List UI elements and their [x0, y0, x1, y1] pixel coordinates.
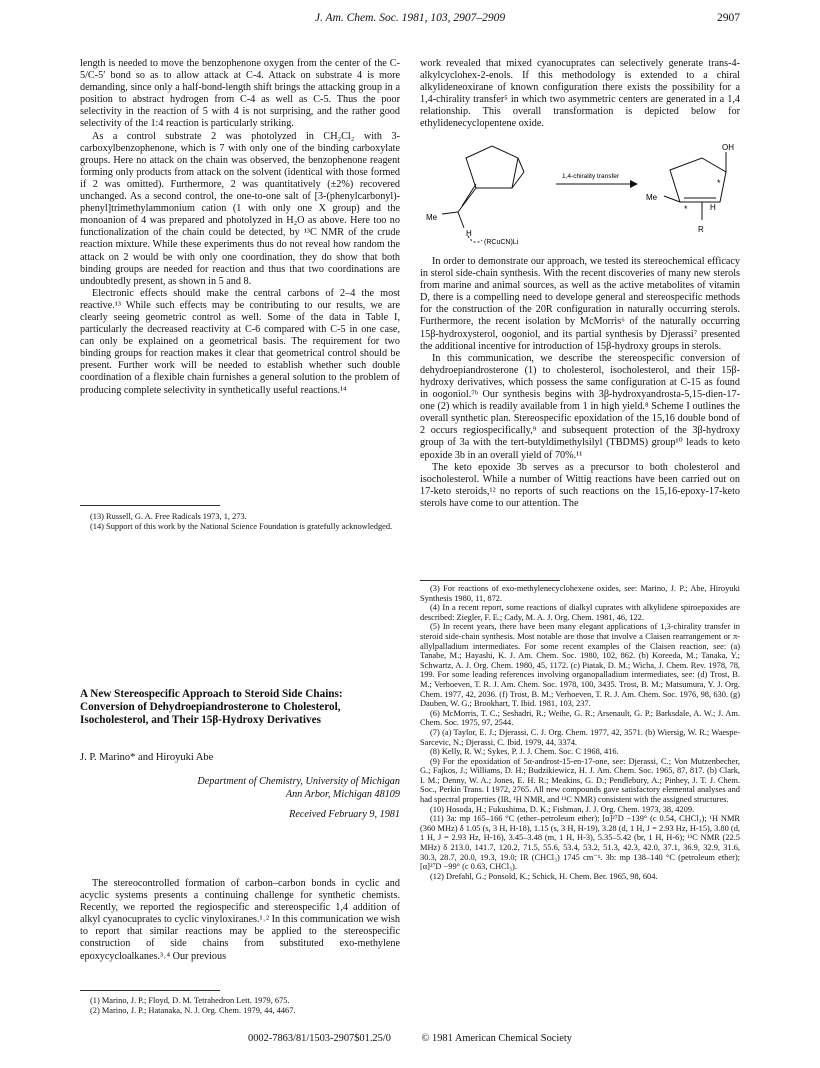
- affiliation: [80, 776, 400, 822]
- page-footer: [80, 1033, 740, 1044]
- r-label: R: [698, 225, 704, 234]
- footnote: (3) For reactions of exo-methylenecyclohexene oxides, see: Marino, J. P.; Abe, Hiroyuki Synthesis 1980, 11, 872.: [420, 584, 740, 603]
- right-column-text: [420, 256, 740, 510]
- article-footnotes: [80, 996, 400, 1015]
- oh-label: OH: [722, 143, 734, 152]
- journal-citation: J. Am. Chem. Soc. 1981, 103, 2907–2909: [314, 12, 506, 24]
- h-left-label: H: [466, 229, 472, 238]
- arrow-head: [630, 180, 638, 188]
- paragraph: Electronic effects should make the central carbons of 2–4 the most reactive.¹³ While such effects may be contributing to our results, we are clearly seeing geometric control as well. Some of the data in Table I, particularly the decreased reactivity at C-6 compared with C-5 in one case, can only be explained on a geometrical basis. The requirement for two binding groups for reaction makes it clear that geometrical control should be present. Further work will be needed to establish whether such double coordination of a flexible chain furnishes a general solution to the problem of producing complete selectivity in synthetically useful reactions.¹⁴: [80, 287, 400, 396]
- footnote: (2) Marino, J. P.; Hatanaka, N. J. Org. Chem. 1979, 44, 4467.: [90, 1005, 296, 1015]
- footnote: (14) Support of this work by the National Science Foundation is gratefully acknowledged.: [90, 521, 393, 531]
- me-right-label: Me: [646, 193, 658, 202]
- footnote: (12) Drefahl, G.; Ponsold, K.; Schick, H. Chem. Ber. 1965, 98, 604.: [430, 871, 658, 881]
- footnote-rule: [420, 580, 560, 581]
- footnote: (6) McMorris, T. C.; Seshadri, R.; Weihe, G. R.; Arsenault, G. P.; Barksdale, A. W.; J. Am. Chem. Soc. 1975, 97, 2544.: [420, 708, 740, 728]
- footnote-rule: [80, 505, 220, 506]
- right-footnotes: [420, 584, 740, 881]
- footnote: (11) 3a: mp 165–166 °C (ether–petroleum ether); [α]²⁷D −139° (c 0.54, CHCl₃); ¹H NMR (360 MHz) δ 1.05 (s, 3 H, H-18), 1.15 (s, 3 H, H-19), 3.28 (d, 1 H, J = 2.93 Hz, H-15), 3.80 (d, 1 H, J = 2.93 Hz, H-16), 3.45–3.48 (m, 1 H, H-3), 5.35–5.42 (br, 1 H, H-6); ¹³C NMR (22.5 MHz) δ 213.0, 141.7, 120.2, 71.5, 55.6, 53.4, 53.2, 51.3, 42.3, 42.0, 37.1, 36.9, 32.9, 31.6, 30.3, 28.7, 20.0, 19.3, 19.0; IR (CHCl₃) 1745 cm⁻¹. 3b: mp 138–140 °C (petroleum ether); [α]²⁷D −99° (c 0.63, CHCl₃).: [420, 814, 740, 872]
- paragraph: work revealed that mixed cyanocuprates can selectively generate trans-4-alkylcyclohex-2-enols. If this methodology is extended to a chiral alkylideneoxirane of known configuration there exists the possibility for a 1,4-chirality transfer⁵ in which two asymmetric centers are generated in a 1,4 relationship. This overall transformation is depicted below for ethylidenecyclopentene oxide.: [420, 58, 740, 130]
- article-intro: [80, 878, 400, 963]
- paragraph: length is needed to move the benzophenone oxygen from the center of the C-5/C-5′ bond so as to allow attack at C-4. Attack on substrate 4 is more demanding, since only a half-bond-length shift brings the attacking group in a position to abstract hydrogen from C-4 as well as C-5. Thus the poor selectivity in the reaction of 5 with 4 is not surprising, and the rather good selectivity of the 1:4 reaction is particularly striking.: [80, 58, 400, 130]
- footnote: (9) For the epoxidation of 5α-androst-15-en-17-one, see: Djerassi, C.; Von Mutzenbecher, G.; Fajkos, J.; Williams, D. H.; Budzikiewicz, H. J. Am. Chem. Soc. 1965, 87, 817. (b) Clark, I. M.; Denny, W. A.; Jones, E. H. R.; Meakins, G. D.; Pendlebury, A.; Pinhey, J. T. J. Chem. Soc., Perkin Trans. I 1972, 2765. All new compounds gave satisfactory elemental analyses and had spectral properties (IR, ¹H NMR, and ¹³C NMR) consistent with the assigned structures.: [420, 756, 740, 805]
- footnote: (7) (a) Taylor, E. J.; Djerassi, C. J. Org. Chem. 1977, 42, 3571. (b) Wiersig, W. R.; Waespe-Sarcevic, N.; Djerassi, C. Ibid. 1979, 44, 3374.: [420, 727, 740, 747]
- running-header: [80, 12, 740, 28]
- footnote: (13) Russell, G. A. Free Radicals 1973, 1, 273.: [90, 512, 247, 521]
- footnote: (10) Hosoda, H.; Fukushima, D. K.; Fishman, J. J. Org. Chem. 1973, 38, 4209.: [430, 804, 695, 814]
- arrow-label: 1,4-chirality transfer: [562, 173, 620, 180]
- received-date: Received February 9, 1981: [289, 809, 400, 820]
- article-authors: J. P. Marino* and Hiroyuki Abe: [80, 752, 214, 763]
- footnote-rule: [80, 990, 220, 991]
- reaction-scheme: [420, 140, 740, 248]
- left-footnotes: [80, 512, 400, 531]
- footnote: (8) Kelly, R. W.; Sykes, P. J. J. Chem. Soc. C 1968, 416.: [430, 747, 619, 757]
- paragraph: The stereocontrolled formation of carbon–carbon bonds in cyclic and acyclic systems presents a continuing challenge for synthetic chemists. Recently, we reported the regiospecific and stereospecific 1,4 addition of alkyl cyanocuprates to cyclic vinyloxiranes.¹˒² In this communication we wish to report that similar reactions may be applied to the stereospecific construction of side chains from substituted exo-methylene epoxycycloalkanes.³˒⁴ Our previous: [80, 878, 400, 962]
- reaction-scheme-drawing: [420, 140, 740, 248]
- copyright: © 1981 American Chemical Society: [421, 1033, 572, 1044]
- me-left-label: Me: [426, 213, 438, 222]
- chiral-star-upper: *: [717, 178, 721, 188]
- reagent-label: (RCuCN)Li: [484, 239, 519, 246]
- footnote: (4) In a recent report, some reactions of dialkyl cuprates with alkylidene spiroepoxides are described: Ziegler, F. E.; Cady, M. A. J. Org. Chem. 1981, 46, 122.: [420, 603, 740, 622]
- paragraph: The keto epoxide 3b serves as a precursor to both cholesterol and isocholesterol. While a number of Wittig reactions have been carried out on 17-keto steroids,¹² no reports of such reactions on the 15,16-epoxy-17-keto sterols have come to our attention. The: [420, 461, 740, 509]
- paragraph: In order to demonstrate our approach, we tested its stereochemical efficacy in sterol side-chain synthesis. With the recent discoveries of many new sterols from marine and animal sources, as well as the active metabolites of vitamin D, there is a compelling need to develope general and stereospecific methods for the construction of the 20R configuration in naturally occurring sterols. Furthermore, the recent isolation by McMorris⁶ of the naturally occurring 15β-hydroxysterol, oogoniol, and its partial synthesis by Djerassi⁷ presented the additional incentive for introduction of 15β-hydroxy groups in sterols.: [420, 256, 740, 352]
- footnote: (1) Marino, J. P.; Floyd, D. M. Tetrahedron Lett. 1979, 675.: [90, 996, 290, 1005]
- affiliation-department: Department of Chemistry, University of Michigan: [197, 776, 400, 787]
- right-column-intro: [420, 58, 740, 131]
- affiliation-address: Ann Arbor, Michigan 48109: [285, 788, 400, 800]
- left-structure: [442, 146, 524, 242]
- page-number: 2907: [717, 12, 740, 24]
- article-code: 0002-7863/81/1503-2907$01.25/0: [248, 1033, 391, 1044]
- paragraph: As a control substrate 2 was photolyzed in CH₂Cl₂ with 3-carboxylbenzophenone, which is 7 with only one of the binding carboxylate groups. Here no attack on the chain was observed, the benzophenone reagent forming only products from attack on the solvent (identical with those formed if 2 was omitted). Furthermore, 2 was quantitatively (±2%) recovered unchanged. As a second control, the one-to-one salt of [3-(phenylcarbonyl)-phenyl]trimethylammonium cation (1 with only one X group) and the monoanion of 4 was prepared and photolyzed in H₂O as above. Here too no functionalization of the chain could be detected, by ¹³C NMR of the crude reaction mixture. While these experiments thus do not reveal how random the attack on 2 would be with only one coordination, they do show that both binding groups are needed for reaction and thus that two coordinations are undoubtedly present, as shown in 5 and 8.: [80, 130, 400, 287]
- footnote: (5) In recent years, there have been many elegant applications of 1,3-chirality transfer in steroid side-chain synthesis. Most notable are those that involve a Claisen rearrangement or π-allylpalladium intermediates. For some recent examples of the Claisen reaction, see: (a) Tanabe, M.; Hayashi, K. J. Am. Chem. Soc. 1980, 102, 862. (b) Koreeda, M.; Tanaka, Y.; Schwartz, A. J. Org. Chem. 1980, 45, 1172. (c) Piatak, D. M.; Wicha, J. Chem. Rev. 1978, 78, 199. For some leading references involving organopalladium intermediates, see: (d) Trost, B. M.; Verhoeven, T. R. J. Am. Chem. Soc. 1978, 100, 3435. Trost, B. M.; Matsumura, Y. J. Org. Chem. 1977, 42, 2036. (f) Trost, B. M.; Verhoeven, T. R. J. Am. Chem. Soc. 1976, 98, 630. (g) Dauben, W. G.; Brookhart, T. Ibid. 1981, 103, 237.: [420, 622, 740, 709]
- left-column-text: [80, 58, 400, 397]
- paragraph: In this communication, we describe the stereospecific conversion of dehydroepiandrosterone (1) to cholesterol, isocholesterol, and their 15β-hydroxy derivatives, which possess the same configuration at C-15 as found in oogoniol.⁷ᵇ Our synthesis begins with 3β-hydroxyandrosta-5,15-dien-17-one (2) which is readily available from 1 in high yield.⁸ Scheme I outlines the overall synthetic plan. Stereospecific epoxidation of the 15,16 double bond of 2 occurs regiospecifically,⁹ and subsequent protection of the 3β-hydroxy group of 3a with the tert-butyldimethylsilyl (TBDMS) group¹⁰ leads to keto epoxide 3b in an overall yield of 70%.¹¹: [420, 352, 740, 461]
- h-right-label: H: [710, 203, 716, 212]
- chiral-star-lower: *: [684, 204, 688, 214]
- article-title: A New Stereospecific Approach to Steroid Side Chains: Conversion of Dehydroepiandrosterone to Cholesterol, Isocholesterol, and Their 15β-Hydroxy Derivatives: [80, 688, 343, 727]
